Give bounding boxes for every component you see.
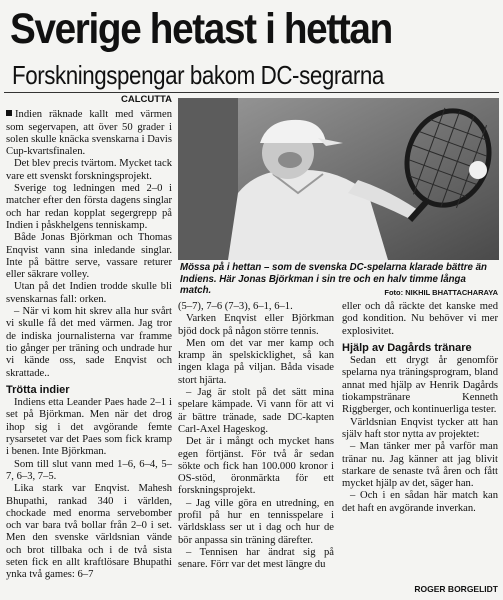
bullet-icon (6, 110, 12, 116)
paragraph: – Jag är stolt på det sätt mina spelare kämpade. Vi vann för att vi är bättre tränade, sade DC-kapten Carl-Axel Hageskog. (178, 387, 334, 435)
column-2 (178, 301, 334, 572)
paragraph: Indiens etta Leander Paes hade 2–1 i set på Björkman. Men när det drog ihop sig i det avgörande femte rysarsetet var det Paes som fick kramp i benen. Inte Björkman. (6, 397, 172, 458)
paragraph: Utan på det Indien trodde skulle bli svenskarnas fall: orken. (6, 281, 172, 305)
tennis-player-illustration (178, 98, 499, 260)
paragraph: Lika stark var Enqvist. Mahesh Bhupathi, rankad 340 i världen, chockade med enorma servebomber och var bara två bollar från 2–0 i set. Men den svenske världsnian vände och brot tillbaka och i de två sista seten fick en allt kraftlösare Bhupathi ynka två games: 6–7 (6, 483, 172, 581)
divider (4, 92, 499, 93)
paragraph: Som till slut vann med 1–6, 6–4, 5–7, 6–3, 7–5. (6, 458, 172, 482)
paragraph: – Man tänker mer på varför man tränar nu. Jag känner att jag blivit starkare de senaste två åren och fått mycket hjälp av det, säger han. (342, 441, 498, 490)
paragraph: – Jag ville göra en utredning, en profil på hur en tennisspelare i världsklass ser ut i dag och hur de bör anpassa sin träning därefter. (178, 497, 334, 546)
paragraph: – När vi kom hit skrev alla hur svårt vi skulle få det med värmen. Jag tror de indiska journalisterna var framme tio gånger per träning och undrade hur vi kände oss, sade Enqvist och skrattade.. (6, 306, 172, 379)
column-1 (6, 94, 172, 582)
paragraph: Både Jonas Björkman och Thomas Enqvist vann sina inledande singlar. Inte på bättre serve, vassare returer eller säkrare volley. (6, 232, 172, 281)
paragraph: – Tennisen har ändrat sig på senare. Förr var det mest längre du (178, 546, 334, 571)
subheadline: Forskningspengar bakom DC-segrarna (12, 60, 384, 90)
paragraph: Indien räknade kallt med värmen som segervapen, att över 50 grader i solen skulle knäcka svenskarna i Davis Cup-kvartsfinalen. (6, 109, 172, 158)
section-subtitle: Hjälp av Dagårds tränare (342, 341, 472, 354)
paragraph: Varken Enqvist eller Björkman bjöd dock på någon större tennis. (178, 313, 334, 337)
photo-tennis-player (178, 98, 499, 260)
photo-caption: Mössa på i hettan – som de svenska DC-spelarna klarade bättre än Indiens. Här Jonas Björkman i sin tre och en halv timme långa match. (180, 262, 487, 296)
paragraph: (5–7), 7–6 (7–3), 6–1, 6–1. (178, 301, 293, 312)
paragraph: Men om det var mer kamp och kramp än spelskicklighet, så kan ingen klaga på viljan. Båda visade stort hjärta. (178, 337, 334, 386)
paragraph: Världsnian Enqvist tycker att han själv haft stor nytta av projektet: (342, 416, 498, 440)
dateline: CALCUTTA (120, 94, 172, 105)
paragraph: Sverige tog ledningen med 2–0 i matcher efter den första dagens singlar och har redan kopplat segergrepp på Indien i påskhelgens tenniskamp. (6, 183, 172, 231)
section-subtitle: Trötta indier (6, 383, 70, 396)
headline: Sverige hetast i hettan (10, 5, 392, 53)
paragraph: Det är i mångt och mycket hans egen förtjänst. För två år sedan sökte och fick han 100.000 kronor i OS-stöd, öronmärkta för ett forskningsprojekt. (178, 436, 334, 497)
byline: ROGER BORGELIDT (414, 584, 498, 594)
column-3 (342, 301, 498, 515)
paragraph: eller och då räckte det kanske med god kondition. Nu behöver vi mer explosivitet. (342, 301, 498, 337)
photo-credit: Foto: NIKHIL BHATTACHARAYA (384, 288, 498, 297)
paragraph: – Och i en sådan här match kan det haft en avgörande inverkan. (342, 490, 498, 514)
paragraph: Sedan ett drygt år genomför spelarna nya träningsprogram, bland annat med hjälp av Henrik Dagårds tiokampstränare Kenneth Riggberger, och kontinuerliga tester. (342, 355, 498, 416)
paragraph: Det blev precis tvärtom. Mycket tack vare ett svenskt forskningsprojekt. (6, 158, 172, 182)
